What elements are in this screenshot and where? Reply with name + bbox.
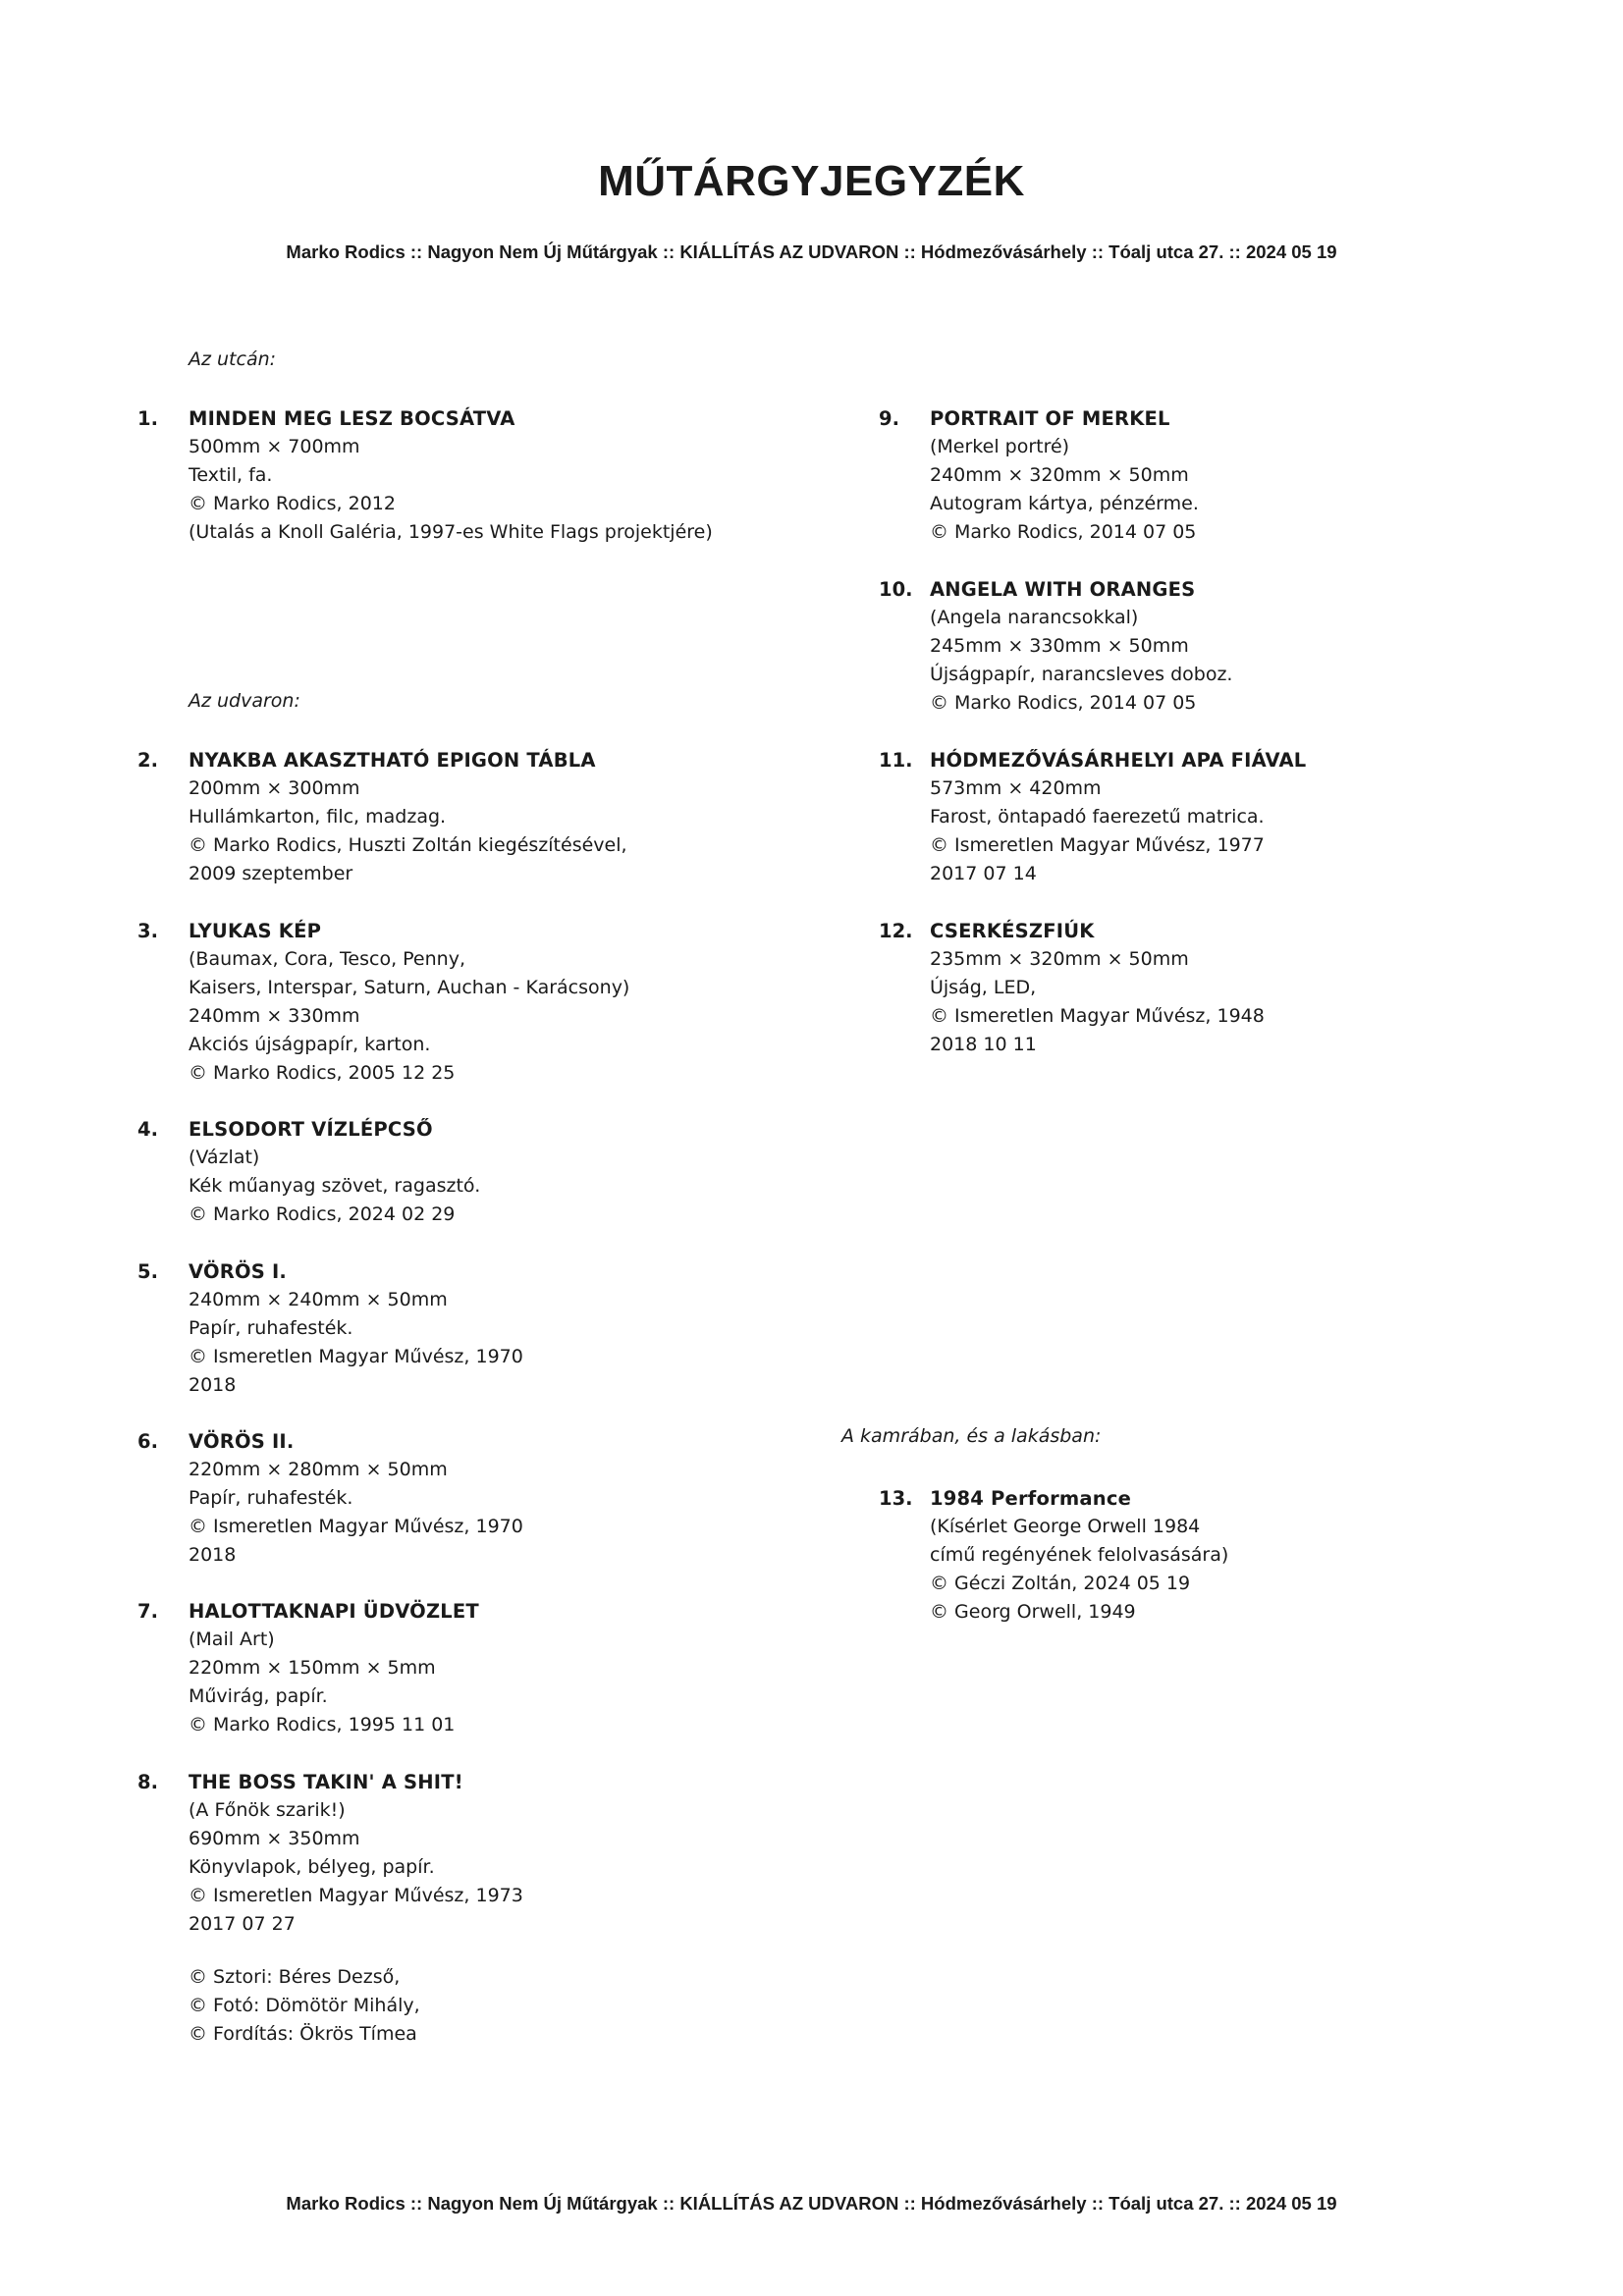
item-detail-line: 220mm × 150mm × 5mm (189, 1657, 436, 1679)
credit-line: © Fordítás: Ökrös Tímea (189, 2023, 417, 2045)
item-number: 5. (137, 1260, 158, 1283)
item-number: 9. (879, 407, 899, 430)
item-detail-line: 200mm × 300mm (189, 777, 360, 799)
page-title: MŰTÁRGYJEGYZÉK (598, 157, 1025, 205)
item-number: 1. (137, 407, 158, 430)
item-detail-line: © Marko Rodics, 2012 (189, 493, 396, 514)
item-title: THE BOSS TAKIN' A SHIT! (189, 1771, 463, 1793)
item-title: VÖRÖS II. (189, 1430, 295, 1453)
section-pantry: A kamrában, és a lakásban: (841, 1425, 1102, 1447)
item-detail-line: Hullámkarton, filc, madzag. (189, 806, 447, 828)
item-detail-line: Kék műanyag szövet, ragasztó. (189, 1175, 481, 1197)
item-body (189, 1427, 797, 1570)
item-detail-line: Akciós újságpapír, karton. (189, 1034, 431, 1055)
item-body (930, 404, 1539, 547)
item-detail-line: Könyvlapok, bélyeg, papír. (189, 1856, 435, 1878)
item-detail-line: © Marko Rodics, 2005 12 25 (189, 1062, 456, 1084)
item-detail-line: (Baumax, Cora, Tesco, Penny, (189, 948, 465, 970)
item-detail-line: (A Főnök szarik!) (189, 1799, 346, 1821)
item-detail-line: 2018 (189, 1544, 237, 1566)
item-detail-line: 2017 07 27 (189, 1913, 296, 1935)
item-body (930, 575, 1539, 718)
item-body (930, 1484, 1539, 1627)
item-detail-line: Újság, LED, (930, 977, 1037, 998)
item-number: 4. (137, 1118, 158, 1141)
item-detail-line: © Marko Rodics, 2014 07 05 (930, 692, 1197, 714)
item-body (930, 917, 1539, 1059)
item-detail-line: 2009 szeptember (189, 863, 353, 884)
item-detail-line: című regényének felolvasására) (930, 1544, 1229, 1566)
item-body (930, 746, 1539, 888)
item-detail-line: © Marko Rodics, Huszti Zoltán kiegészítésével, (189, 834, 627, 856)
item-detail-line: © Géczi Zoltán, 2024 05 19 (930, 1573, 1191, 1594)
item-title: CSERKÉSZFIÚK (930, 920, 1095, 942)
item-body (189, 404, 797, 547)
item-title: HÓDMEZŐVÁSÁRHELYI APA FIÁVAL (930, 749, 1307, 772)
item-detail-line: © Ismeretlen Magyar Művész, 1973 (189, 1885, 523, 1906)
item-detail-line: 2017 07 14 (930, 863, 1037, 884)
item-detail-line: (Mail Art) (189, 1629, 275, 1650)
item-detail-line: © Marko Rodics, 1995 11 01 (189, 1714, 456, 1735)
item-detail-line: 240mm × 240mm × 50mm (189, 1289, 448, 1310)
item-detail-line: 2018 (189, 1374, 237, 1396)
item-body (189, 1597, 797, 1739)
item-body (189, 1768, 797, 1939)
item-title: ELSODORT VÍZLÉPCSŐ (189, 1118, 433, 1141)
item-detail-line: © Marko Rodics, 2014 07 05 (930, 521, 1197, 543)
item-detail-line: Művirág, papír. (189, 1685, 328, 1707)
item-title: 1984 Performance (930, 1487, 1132, 1510)
item-title: MINDEN MEG LESZ BOCSÁTVA (189, 407, 515, 430)
item-detail-line: © Ismeretlen Magyar Művész, 1948 (930, 1005, 1265, 1027)
item-body (189, 917, 797, 1088)
item-title: VÖRÖS I. (189, 1260, 288, 1283)
item-detail-line: 240mm × 330mm (189, 1005, 360, 1027)
item-body (189, 1257, 797, 1400)
item-detail-line: 240mm × 320mm × 50mm (930, 464, 1189, 486)
credit-line: © Fotó: Dömötör Mihály, (189, 1995, 420, 2016)
item-detail-line: © Marko Rodics, 2024 02 29 (189, 1203, 456, 1225)
item-title: NYAKBA AKASZTHATÓ EPIGON TÁBLA (189, 749, 596, 772)
header-subtitle: Marko Rodics :: Nagyon Nem Új Műtárgyak :: KIÁLLÍTÁS AZ UDVARON :: Hódmezővásárhely :: Tóalj utca 27. :: 2024 05 19 (286, 241, 1337, 262)
item-title: ANGELA WITH ORANGES (930, 578, 1196, 601)
item-number: 2. (137, 749, 158, 772)
section-yard: Az udvaron: (189, 690, 300, 712)
item-detail-line: © Ismeretlen Magyar Művész, 1977 (930, 834, 1265, 856)
item-title: HALOTTAKNAPI ÜDVÖZLET (189, 1600, 479, 1623)
credits (189, 1963, 420, 2049)
item-detail-line: Papír, ruhafesték. (189, 1317, 353, 1339)
item-detail-line: 2018 10 11 (930, 1034, 1037, 1055)
item-detail-line: (Merkel portré) (930, 436, 1070, 457)
item-number: 7. (137, 1600, 158, 1623)
item-detail-line: 220mm × 280mm × 50mm (189, 1459, 448, 1480)
item-detail-line: © Ismeretlen Magyar Művész, 1970 (189, 1346, 523, 1367)
item-number: 12. (879, 920, 913, 942)
item-title: LYUKAS KÉP (189, 920, 322, 942)
item-number: 10. (879, 578, 913, 601)
item-detail-line: © Ismeretlen Magyar Művész, 1970 (189, 1516, 523, 1537)
item-detail-line: (Vázlat) (189, 1147, 260, 1168)
item-body (189, 1115, 797, 1229)
item-detail-line: Farost, öntapadó faerezetű matrica. (930, 806, 1265, 828)
item-detail-line: Autogram kártya, pénzérme. (930, 493, 1199, 514)
item-detail-line: Kaisers, Interspar, Saturn, Auchan - Karácsony) (189, 977, 630, 998)
item-detail-line: 690mm × 350mm (189, 1828, 360, 1849)
item-number: 3. (137, 920, 158, 942)
item-number: 6. (137, 1430, 158, 1453)
item-detail-line: 235mm × 320mm × 50mm (930, 948, 1189, 970)
item-number: 13. (879, 1487, 913, 1510)
item-detail-line: Textil, fa. (189, 464, 273, 486)
item-detail-line: © Georg Orwell, 1949 (930, 1601, 1136, 1623)
item-detail-line: (Utalás a Knoll Galéria, 1997-es White Flags projektjére) (189, 521, 713, 543)
item-detail-line: Újságpapír, narancsleves doboz. (930, 664, 1233, 685)
item-detail-line: (Kísérlet George Orwell 1984 (930, 1516, 1201, 1537)
item-detail-line: Papír, ruhafesték. (189, 1487, 353, 1509)
item-number: 11. (879, 749, 913, 772)
item-number: 8. (137, 1771, 158, 1793)
item-detail-line: 245mm × 330mm × 50mm (930, 635, 1189, 657)
credit-line: © Sztori: Béres Dezső, (189, 1966, 401, 1988)
section-street: Az utcán: (189, 348, 277, 370)
item-detail-line: 573mm × 420mm (930, 777, 1102, 799)
item-detail-line: 500mm × 700mm (189, 436, 360, 457)
item-detail-line: (Angela narancsokkal) (930, 607, 1139, 628)
item-body (189, 746, 797, 888)
item-title: PORTRAIT OF MERKEL (930, 407, 1170, 430)
footer-text: Marko Rodics :: Nagyon Nem Új Műtárgyak :: KIÁLLÍTÁS AZ UDVARON :: Hódmezővásárhely :: Tóalj utca 27. :: 2024 05 19 (286, 2193, 1337, 2214)
